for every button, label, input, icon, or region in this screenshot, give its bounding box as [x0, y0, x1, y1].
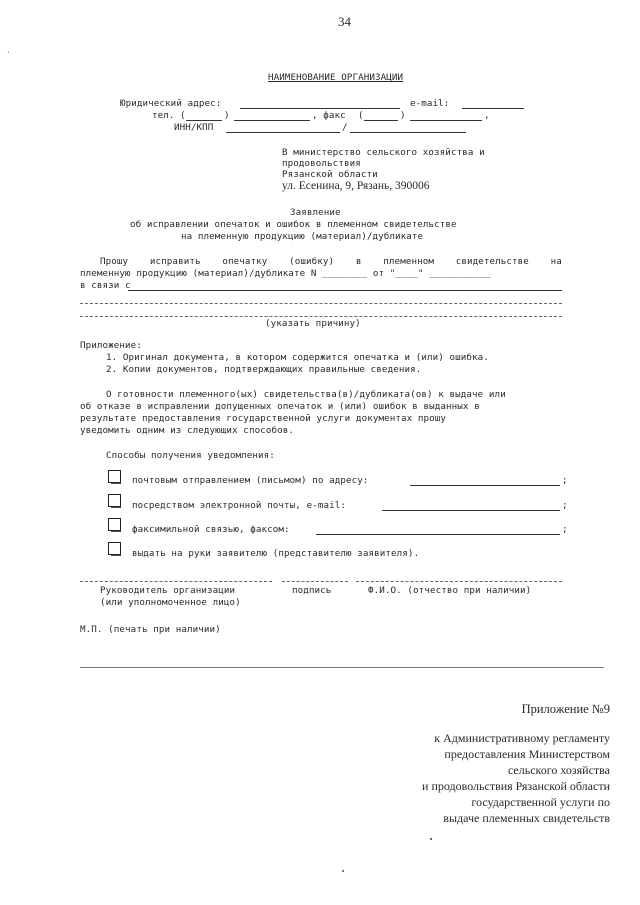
request-word: в — [355, 256, 362, 267]
addressee-line-2: продовольствия — [282, 158, 361, 169]
request-line-3: в связи с — [80, 280, 131, 291]
annex-title: Приложение №9 — [521, 702, 610, 716]
appendix-item-1: 1. Оригинал документа, в котором содержится опечатка и (или) ошибка. — [106, 352, 489, 363]
readiness-line-2: об отказе в исправлении допущенных опечаток и (или) ошибок в выданных в — [80, 401, 480, 412]
notify-post-checkbox[interactable] — [108, 470, 121, 483]
fio-label: Ф.И.О. (отчество при наличии) — [368, 585, 532, 596]
notify-post-address-field[interactable] — [410, 485, 560, 486]
email-field[interactable] — [462, 108, 524, 109]
notify-heading: Способы получения уведомления: — [106, 450, 275, 461]
phone-paren: ( — [180, 110, 186, 121]
annex-line-2: предоставления Министерством — [444, 747, 610, 761]
notify-email-field[interactable] — [382, 510, 560, 511]
inn-kpp-label: ИНН/КПП — [174, 122, 214, 133]
inn-field[interactable] — [226, 132, 340, 133]
reason-field-2[interactable] — [80, 303, 562, 304]
reason-caption: (указать причину) — [265, 318, 361, 329]
statement-subtitle-2: на племенную продукцию (материал)/дубликате — [181, 231, 424, 242]
annex-line-3: сельского хозяйства — [507, 763, 610, 777]
semicolon: ; — [562, 475, 568, 486]
notify-fax-field[interactable] — [316, 534, 560, 535]
legal-address-field[interactable] — [240, 108, 400, 109]
phone-code-field[interactable] — [186, 120, 222, 121]
head-label-2: (или уполномоченное лицо) — [100, 597, 241, 608]
phone-label: тел. — [152, 110, 175, 121]
reason-field-3[interactable] — [80, 316, 562, 317]
legal-address-label: Юридический адрес: — [120, 98, 222, 109]
request-word: исправить — [149, 256, 201, 267]
request-word: на — [550, 256, 562, 267]
notify-handover-checkbox[interactable] — [108, 542, 121, 555]
fax-paren-close: ) — [400, 110, 406, 121]
annex-line-6: выдаче племенных свидетельств — [443, 811, 610, 825]
scan-dot — [342, 870, 344, 872]
phone-paren-close: ) — [224, 110, 230, 121]
head-label: Руководитель организации — [100, 585, 236, 596]
notify-fax-checkbox[interactable] — [108, 518, 121, 531]
readiness-line-4: уведомить одним из следующих способов. — [80, 425, 294, 436]
fax-comma: , — [484, 110, 490, 121]
request-line-2: племенную продукцию (материал)/дубликате N ________ от "____" ___________ — [80, 268, 492, 279]
inn-slash: / — [342, 122, 348, 133]
request-word: опечатку — [222, 256, 268, 267]
sign-label: подпись — [292, 585, 332, 596]
kpp-field[interactable] — [350, 132, 466, 133]
request-word: Прошу — [100, 256, 129, 267]
request-line-1 — [100, 256, 562, 267]
readiness-line-3: результате предоставления государственной услуги документах прошу — [80, 413, 447, 424]
email-label: e-mail: — [410, 98, 450, 109]
statement-subtitle-1: об исправлении опечаток и ошибок в племенном свидетельстве — [130, 219, 457, 230]
readiness-line-1: О готовности племенного(ых) свидетельства(в)/дубликата(ов) к выдаче или — [106, 389, 506, 400]
appendix-item-2: 2. Копии документов, подтверждающих правильные сведения. — [106, 364, 422, 375]
fio-line[interactable] — [356, 581, 562, 582]
annex-line-5: государственной услуги по — [471, 795, 610, 809]
sign-line[interactable] — [282, 581, 348, 582]
request-word: свидетельстве — [455, 256, 529, 267]
notify-email-label: посредством электронной почты, e-mail: — [132, 500, 346, 511]
addressee-line-1: В министерство сельского хозяйства и — [282, 147, 485, 158]
addressee-line-3: Рязанской области — [282, 169, 378, 180]
notify-fax-label: факсимильной связью, факсом: — [132, 524, 290, 535]
head-signature-line[interactable] — [80, 581, 272, 582]
fax-paren: ( — [358, 110, 364, 121]
request-word: (ошибку) — [289, 256, 335, 267]
scan-dot — [430, 838, 432, 840]
statement-title: Заявление — [290, 207, 341, 218]
addressee-line-4: ул. Есенина, 9, Рязань, 390006 — [282, 180, 430, 192]
notify-handover-label: выдать на руки заявителю (представителю заявителя). — [132, 548, 420, 559]
notify-post-label: почтовым отправлением (письмом) по адресу: — [132, 475, 369, 486]
fax-label: , факс — [312, 110, 346, 121]
phone-number-field[interactable] — [234, 120, 310, 121]
page-number: 34 — [338, 14, 351, 29]
annex-line-1: к Административному регламенту — [434, 731, 610, 745]
appendix-label: Приложение: — [80, 340, 142, 351]
org-heading: НАИМЕНОВАНИЕ ОРГАНИЗАЦИИ — [268, 72, 404, 83]
annex-line-4: и продовольствия Рязанской области — [422, 779, 610, 793]
fax-number-field[interactable] — [410, 120, 482, 121]
request-word: племенном — [383, 256, 434, 267]
margin-mark: · — [6, 48, 11, 57]
semicolon: ; — [562, 524, 568, 535]
fax-code-field[interactable] — [364, 120, 398, 121]
semicolon: ; — [562, 500, 568, 511]
section-divider — [80, 667, 604, 668]
reason-field-1[interactable] — [128, 290, 562, 291]
stamp-label: М.П. (печать при наличии) — [80, 624, 221, 635]
notify-email-checkbox[interactable] — [108, 494, 121, 507]
